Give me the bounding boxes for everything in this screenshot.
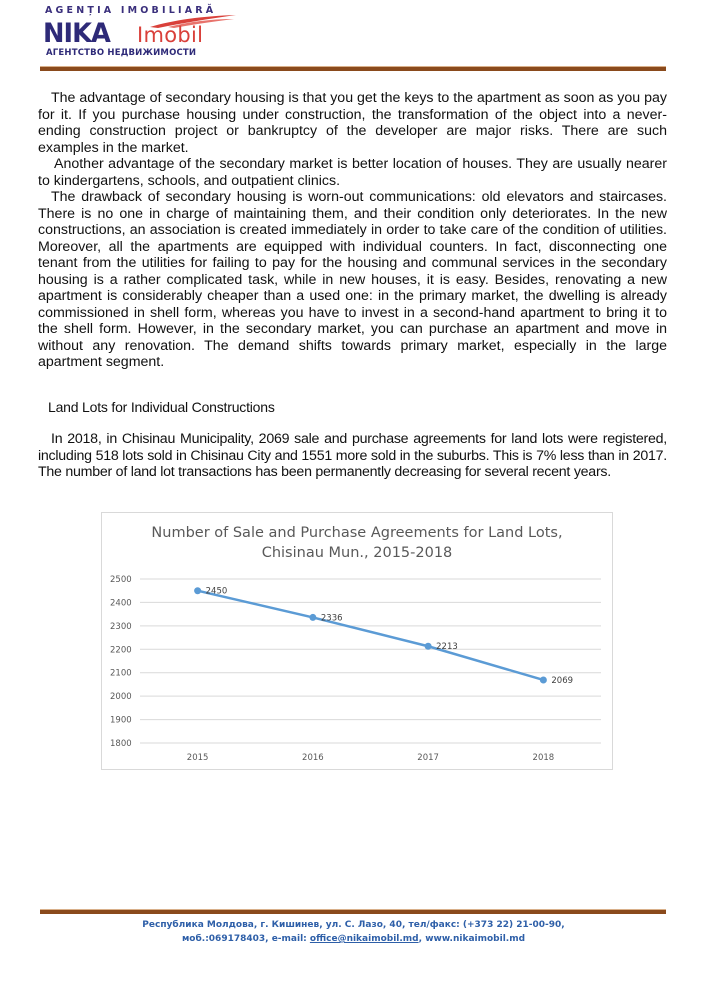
data-line [198, 591, 544, 680]
body-text-block [38, 90, 667, 371]
paragraph: The advantage of secondary housing is that you get the keys to the apartment as soon as you pay for it. If you purchase housing under construction, the transformation of the object into a never-ending construction project or bankruptcy of the developer are major risks. There are such examples in the market. [38, 90, 667, 156]
y-tick-label: 1900 [110, 715, 132, 726]
y-tick-label: 2200 [110, 645, 132, 656]
logo-subtitle-ru: АГЕНТСТВО НЕДВИЖИМОСТИ [46, 48, 197, 58]
chart-title-line2: Chisinau Mun., 2015-2018 [261, 545, 453, 561]
data-point-marker [425, 643, 432, 650]
website-link[interactable]: www.nikaimobil.md [425, 934, 526, 944]
header-divider [40, 66, 666, 71]
paragraph: The drawback of secondary housing is worn-out communications: old elevators and staircases. There is no one in charge of maintaining them, and their condition only deteriorates. In the new constructions, an association is created immediately in order to take care of the condition of utilities. Moreover, all the apartments are equipped with individual counters. In fact, disconnecting one tenant from the utilities for failing to pay for the housing and communal services in the secondary housing is a rather complicated task, while in new houses, it is easy. Besides, renovating a new apartment is considerably cheaper than a used one: in the primary market, the dwelling is already commissioned in shell form, whereas you have to invest in a second-hand apartment to bring it to the shell form. However, in the secondary market, you can purchase an apartment and move in without any renovation. The demand shifts towards primary market, especially in the large apartment segment. [38, 189, 667, 370]
data-point-marker [194, 587, 201, 594]
chart-title-line1: Number of Sale and Purchase Agreements for Land Lots, [151, 525, 563, 541]
footer-address: Республика Молдова, г. Кишинев, ул. С. Лазо, 40, тел/факс: (+373 22) 21-00-90, [142, 920, 565, 930]
data-label: 2450 [205, 586, 228, 597]
paragraph: Another advantage of the secondary market is better location of houses. They are usually nearer to kindergartens, schools, and outpatient clinics. [38, 156, 667, 189]
data-label: 2336 [320, 613, 343, 624]
data-point-marker [309, 614, 316, 621]
data-point-marker [540, 676, 547, 683]
x-tick-label: 2017 [417, 753, 439, 763]
paragraph: In 2018, in Chisinau Municipality, 2069 sale and purchase agreements for land lots were registered, including 518 lots sold in Chisinau City and 1551 more sold in the suburbs. This is 7% less than in 2017. The number of land lot transactions has been permanently decreasing for several recent years. [38, 431, 667, 480]
logo-brand: NIKA [43, 18, 110, 49]
footer-phone: моб.:069178403, e-mail: [181, 934, 310, 944]
x-tick-label: 2018 [532, 753, 555, 763]
footer-contacts-line [0, 932, 707, 946]
section-text-block [38, 431, 667, 481]
section-heading: Land Lots for Individual Constructions [48, 399, 275, 415]
y-tick-label: 2100 [110, 668, 132, 679]
company-logo [40, 2, 240, 66]
data-label: 2213 [436, 642, 458, 653]
email-link[interactable]: office@nikaimobil.md [309, 934, 419, 944]
y-tick-label: 2000 [110, 692, 132, 703]
data-label: 2069 [551, 675, 574, 686]
y-tick-label: 2400 [110, 598, 132, 609]
footer-contact [0, 918, 707, 946]
y-tick-label: 2300 [110, 621, 132, 632]
x-tick-label: 2015 [186, 753, 209, 763]
chart-plot-area [102, 513, 612, 769]
footer-divider [40, 909, 666, 914]
logo-brand-suffix: Imobil [137, 23, 204, 47]
y-tick-label: 1800 [110, 739, 132, 749]
x-tick-label: 2016 [302, 753, 324, 763]
line-chart [101, 512, 613, 770]
logo-top-line: AGENȚIA IMOBILIARĂ [45, 5, 217, 16]
y-tick-label: 2500 [110, 575, 132, 585]
footer-separator: , [418, 934, 426, 944]
